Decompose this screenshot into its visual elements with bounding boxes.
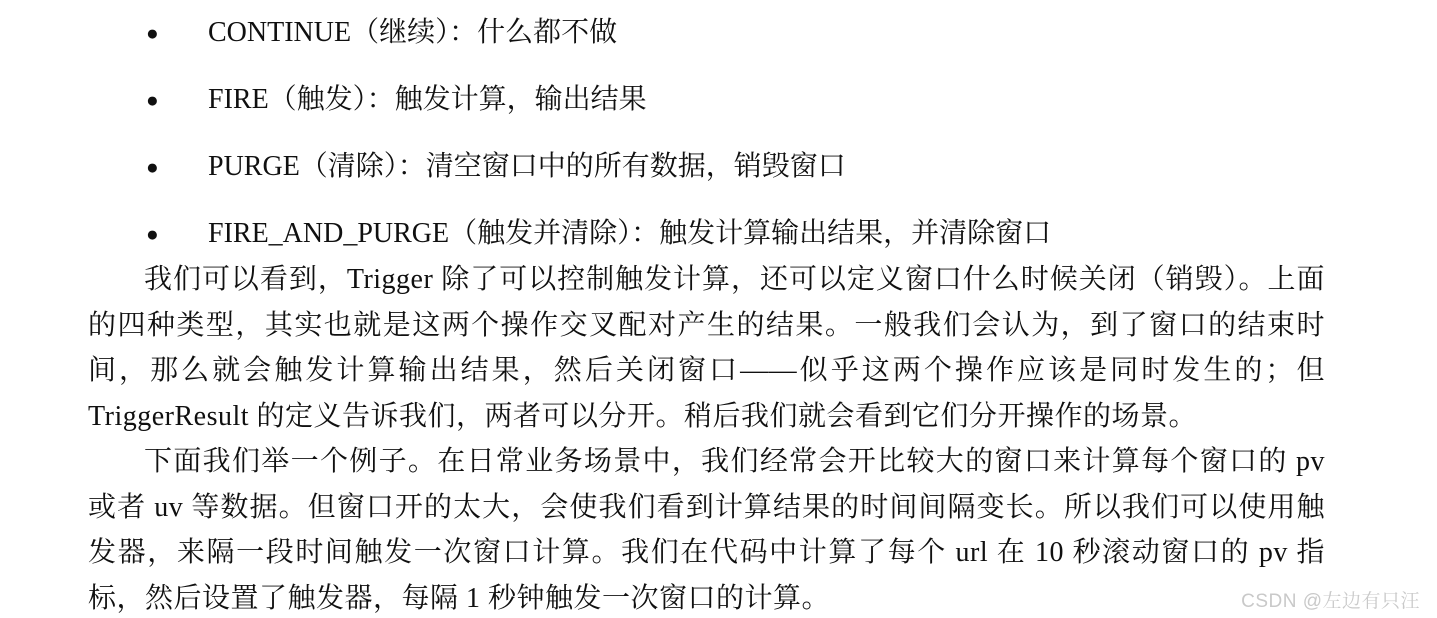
list-item [88, 77, 1325, 123]
paragraph-trigger-explanation: 我们可以看到，Trigger 除了可以控制触发计算，还可以定义窗口什么时候关闭（销毁）。上面的四种类型，其实也就是这两个操作交叉配对产生的结果。一般我们会认为，到了窗口的结束时间，那么就会触发计算输出结果，然后关闭窗口——似乎这两个操作应该是同时发生的；但 TriggerResult 的定义告诉我们，两者可以分开。稍后我们就会看到它们分开操作的场景。 [88, 264, 1325, 432]
csdn-watermark: CSDN @左边有只汪 [1241, 591, 1420, 612]
list-item [88, 144, 1325, 190]
list-item-label: FIRE_AND_PURGE（触发并清除）：触发计算输出结果，并清除窗口 [208, 218, 1052, 249]
trigger-result-list [88, 10, 1325, 257]
bullet-icon: ● [146, 155, 159, 179]
list-item [88, 211, 1325, 257]
bullet-icon: ● [146, 21, 159, 45]
list-item-label: FIRE（触发）：触发计算，输出结果 [208, 84, 647, 115]
list-item-label: PURGE（清除）：清空窗口中的所有数据，销毁窗口 [208, 151, 846, 182]
bullet-icon: ● [146, 88, 159, 112]
paragraph-example: 下面我们举一个例子。在日常业务场景中，我们经常会开比较大的窗口来计算每个窗口的 pv 或者 uv 等数据。但窗口开的太大，会使我们看到计算结果的时间间隔变长。所以我们可以使用触发器，来隔一段时间触发一次窗口计算。我们在代码中计算了每个 url 在 10 秒滚动窗口的 pv 指标，然后设置了触发器，每隔 1 秒钟触发一次窗口的计算。 [88, 446, 1325, 614]
bullet-icon: ● [146, 222, 159, 246]
list-item [88, 10, 1325, 56]
list-item-label: CONTINUE（继续）：什么都不做 [208, 17, 618, 48]
document-content [88, 10, 1325, 618]
